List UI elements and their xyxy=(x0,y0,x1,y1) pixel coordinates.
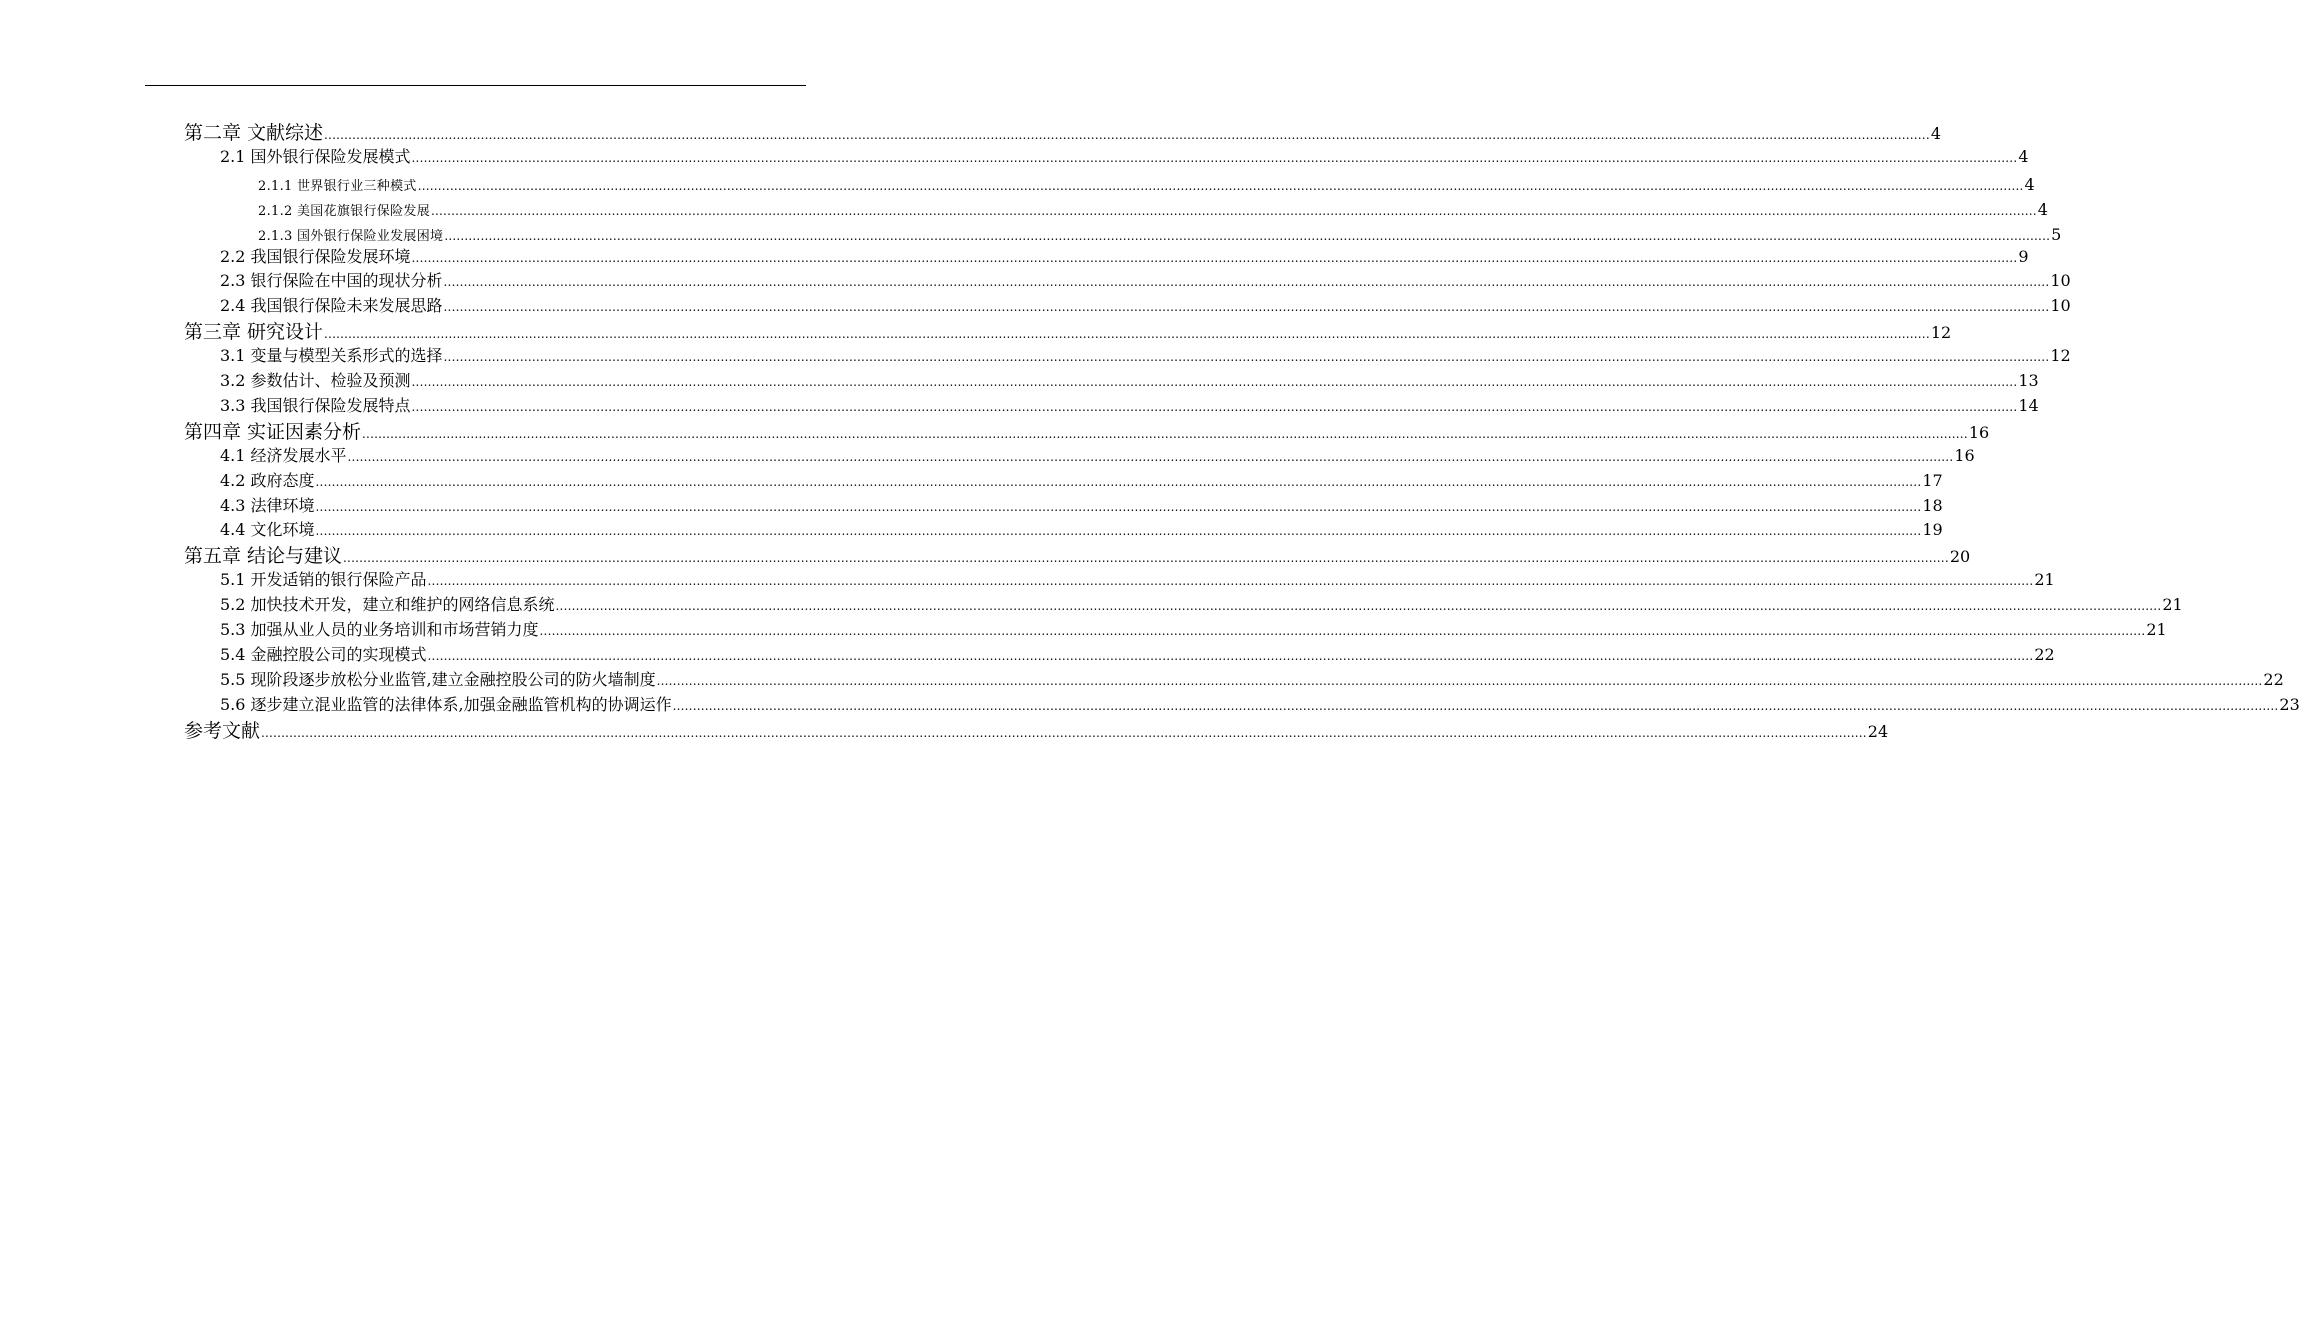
toc-entry-title: 4.4 文化环境 xyxy=(220,520,315,540)
toc-subsection-entry[interactable] xyxy=(258,174,2035,194)
toc-page-number: 18 xyxy=(1922,495,1943,515)
header-rule xyxy=(145,85,806,86)
toc-page-number: 13 xyxy=(2018,371,2039,390)
dot-leader: ................................................................................................................................................................................................................................................................................................................................................................................................................ xyxy=(261,725,1867,740)
dot-leader: ................................................................................................................................................................................................................................................................................................................................................................................................................ xyxy=(672,698,2279,713)
toc-section-entry[interactable] xyxy=(220,570,2055,590)
toc-entry-title: 2.1.2 美国花旗银行保险发展 xyxy=(258,203,431,219)
toc-section-entry[interactable] xyxy=(220,644,2055,664)
dot-leader: ................................................................................................................................................................................................................................................................................................................................................................................................................ xyxy=(362,426,1968,441)
toc-entry-title: 3.3 我国银行保险发展特点 xyxy=(220,395,411,415)
dot-leader: ................................................................................................................................................................................................................................................................................................................................................................................................................ xyxy=(343,551,1949,566)
toc-page-number: 24 xyxy=(1867,721,1889,741)
toc-entry-title: 参考文献 xyxy=(184,719,261,742)
toc-entry-title: 5.5 现阶段逐步放松分业监管,建立金融控股公司的防火墙制度 xyxy=(220,669,656,689)
dot-leader: ................................................................................................................................................................................................................................................................................................................................................................................................................ xyxy=(431,203,2037,218)
toc-chapter-entry[interactable] xyxy=(184,122,1942,144)
dot-leader: ................................................................................................................................................................................................................................................................................................................................................................................................................ xyxy=(443,275,2050,290)
dot-leader: ................................................................................................................................................................................................................................................................................................................................................................................................................ xyxy=(656,673,2263,688)
dot-leader: ................................................................................................................................................................................................................................................................................................................................................................................................................ xyxy=(315,499,1922,514)
toc-entry-title: 4.1 经济发展水平 xyxy=(220,445,347,465)
toc-entry-title: 2.2 我国银行保险发展环境 xyxy=(220,246,411,266)
toc-subsection-entry[interactable] xyxy=(258,199,2048,219)
toc-section-entry[interactable] xyxy=(220,620,2167,639)
toc-section-entry[interactable] xyxy=(220,146,2029,166)
toc-page-number: 4 xyxy=(2018,146,2029,166)
toc-entry-title: 5.3 加强从业人员的业务培训和市场营销力度 xyxy=(220,620,539,639)
toc-entry-title: 2.4 我国银行保险未来发展思路 xyxy=(220,296,443,316)
dot-leader: ................................................................................................................................................................................................................................................................................................................................................................................................................ xyxy=(411,375,2018,389)
toc-section-entry[interactable] xyxy=(220,495,1943,515)
toc-section-entry[interactable] xyxy=(220,445,1975,465)
toc-page-number: 14 xyxy=(2018,395,2039,415)
dot-leader: ................................................................................................................................................................................................................................................................................................................................................................................................................ xyxy=(315,474,1922,489)
toc-page-number: 5 xyxy=(2051,224,2062,244)
toc-section-entry[interactable] xyxy=(220,669,2284,689)
toc-section-entry[interactable] xyxy=(220,346,2071,366)
toc-section-entry[interactable] xyxy=(220,271,2071,291)
toc-page-number: 16 xyxy=(1968,422,1990,442)
toc-entry-title: 2.1 国外银行保险发展模式 xyxy=(220,146,411,166)
toc-page-number: 21 xyxy=(2034,570,2055,590)
toc-page-number: 23 xyxy=(2279,694,2300,714)
toc-chapter-entry[interactable] xyxy=(184,420,1990,443)
dot-leader: ................................................................................................................................................................................................................................................................................................................................................................................................................ xyxy=(411,150,2018,165)
toc-entry-title: 5.2 加快技术开发，建立和维护的网络信息系统 xyxy=(220,595,555,615)
toc-entry-title: 4.3 法律环境 xyxy=(220,495,315,515)
toc-section-entry[interactable] xyxy=(220,520,1943,540)
toc-entry-title: 4.2 政府态度 xyxy=(220,470,315,490)
toc-entry-title: 2.1.3 国外银行保险业发展困境 xyxy=(258,228,444,244)
toc-page-number: 22 xyxy=(2034,644,2055,664)
toc-section-entry[interactable] xyxy=(220,395,2039,415)
toc-entry-title: 3.1 变量与模型关系形式的选择 xyxy=(220,346,443,366)
toc-page-number: 16 xyxy=(1954,445,1975,465)
toc-page-number: 12 xyxy=(1930,323,1952,343)
toc-entry-title: 2.3 银行保险在中国的现状分析 xyxy=(220,271,443,291)
toc-chapter-entry[interactable] xyxy=(184,719,1889,742)
toc-page-number: 4 xyxy=(2037,199,2048,219)
dot-leader: ................................................................................................................................................................................................................................................................................................................................................................................................................ xyxy=(411,250,2018,265)
dot-leader: ................................................................................................................................................................................................................................................................................................................................................................................................................ xyxy=(411,399,2018,414)
toc-section-entry[interactable] xyxy=(220,470,1943,490)
toc-section-entry[interactable] xyxy=(220,694,2300,714)
toc-entry-title: 第三章 研究设计 xyxy=(184,321,324,344)
toc-entry-title: 5.6 逐步建立混业监管的法律体系,加强金融监管机构的协调运作 xyxy=(220,694,672,714)
dot-leader: ................................................................................................................................................................................................................................................................................................................................................................................................................ xyxy=(443,300,2050,315)
toc-entry-title: 5.4 金融控股公司的实现模式 xyxy=(220,644,427,664)
toc-page-number: 4 xyxy=(2024,174,2035,194)
toc-page-number: 19 xyxy=(1922,520,1943,540)
dot-leader: ................................................................................................................................................................................................................................................................................................................................................................................................................ xyxy=(444,228,2051,243)
dot-leader: ................................................................................................................................................................................................................................................................................................................................................................................................................ xyxy=(324,128,1930,142)
toc-entry-title: 3.2 参数估计、检验及预测 xyxy=(220,371,411,390)
toc-subsection-entry[interactable] xyxy=(258,224,2062,244)
toc-page-number: 21 xyxy=(2146,620,2167,639)
toc-entry-title: 5.1 开发适销的银行保险产品 xyxy=(220,570,427,590)
toc-section-entry[interactable] xyxy=(220,371,2039,390)
toc-page-number: 9 xyxy=(2018,246,2029,266)
dot-leader: ................................................................................................................................................................................................................................................................................................................................................................................................................ xyxy=(427,574,2034,589)
dot-leader: ................................................................................................................................................................................................................................................................................................................................................................................................................ xyxy=(324,327,1930,342)
toc-page-number: 10 xyxy=(2050,296,2071,316)
toc-page-number: 22 xyxy=(2263,669,2284,689)
toc-page-number: 4 xyxy=(1930,124,1942,143)
toc-chapter-entry[interactable] xyxy=(184,545,1971,568)
dot-leader: ................................................................................................................................................................................................................................................................................................................................................................................................................ xyxy=(427,648,2034,663)
toc-entry-title: 2.1.1 世界银行业三种模式 xyxy=(258,178,417,194)
toc-page-number: 21 xyxy=(2162,595,2183,615)
dot-leader: ................................................................................................................................................................................................................................................................................................................................................................................................................ xyxy=(539,624,2146,638)
dot-leader: ................................................................................................................................................................................................................................................................................................................................................................................................................ xyxy=(555,599,2162,614)
toc-section-entry[interactable] xyxy=(220,246,2029,266)
toc-entry-title: 第二章 文献综述 xyxy=(184,122,324,144)
toc-page-number: 12 xyxy=(2050,346,2071,366)
toc-section-entry[interactable] xyxy=(220,595,2183,615)
toc-chapter-entry[interactable] xyxy=(184,321,1952,344)
dot-leader: ................................................................................................................................................................................................................................................................................................................................................................................................................ xyxy=(347,449,1954,464)
dot-leader: ................................................................................................................................................................................................................................................................................................................................................................................................................ xyxy=(443,350,2050,365)
toc-entry-title: 第五章 结论与建议 xyxy=(184,545,343,568)
toc-page-number: 17 xyxy=(1922,470,1943,490)
dot-leader: ................................................................................................................................................................................................................................................................................................................................................................................................................ xyxy=(417,178,2024,193)
toc-section-entry[interactable] xyxy=(220,296,2071,316)
toc-page-number: 20 xyxy=(1949,547,1971,567)
toc-page-number: 10 xyxy=(2050,271,2071,291)
toc-entry-title: 第四章 实证因素分析 xyxy=(184,420,362,443)
dot-leader: ................................................................................................................................................................................................................................................................................................................................................................................................................ xyxy=(315,524,1922,539)
